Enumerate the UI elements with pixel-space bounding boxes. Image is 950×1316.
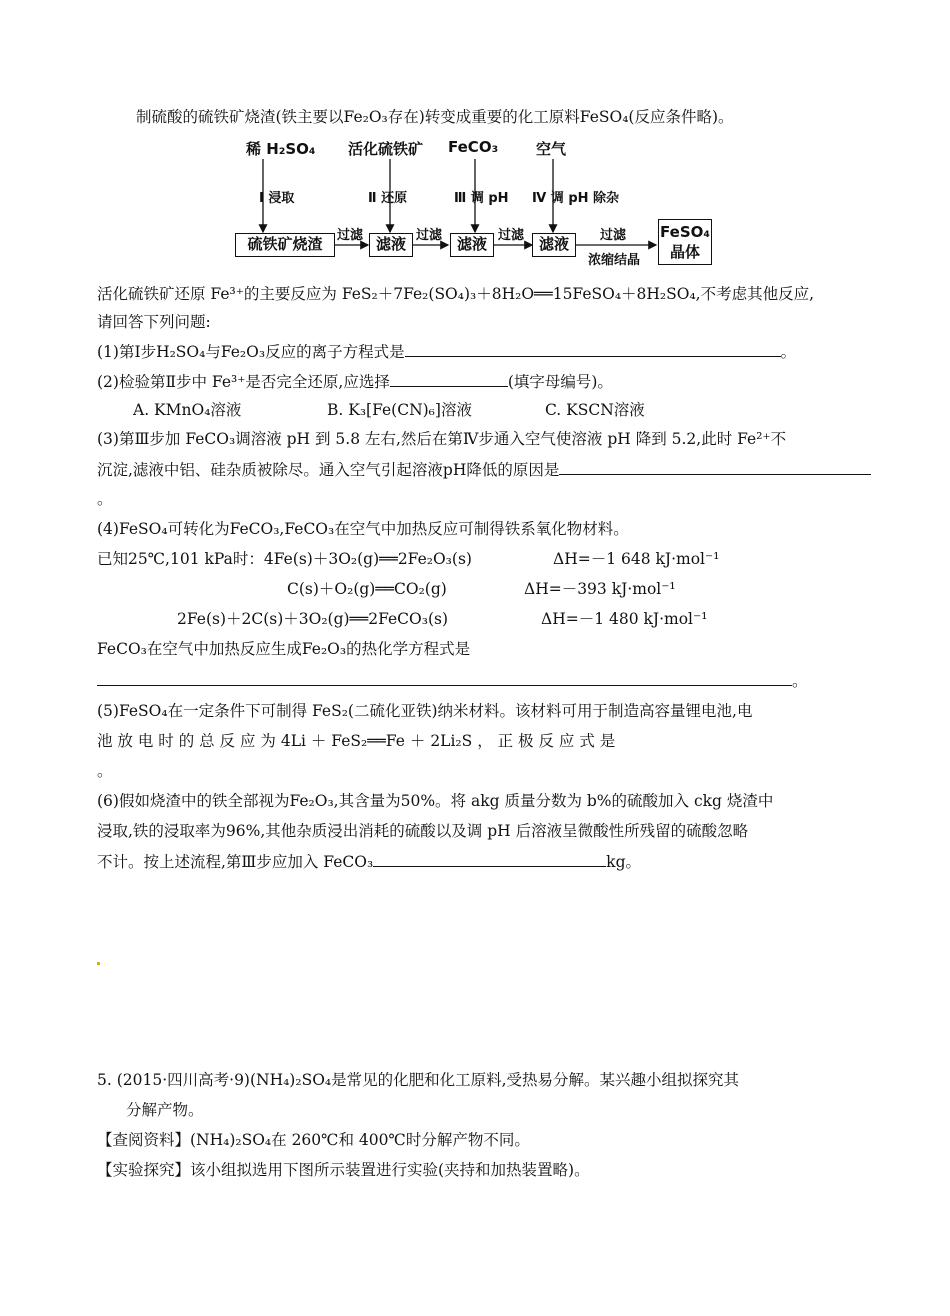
option-a: A. KMnO₄溶液 — [133, 401, 242, 419]
question-6-text: 不计。按上述流程,第Ⅲ步应加入 FeCO₃ — [97, 853, 374, 871]
problem-5-reference: 【查阅资料】(NH₄)₂SO₄在 260℃和 400℃时分解产物不同。 — [97, 1131, 530, 1149]
reagent-activated-pyrite: 活化硫铁矿 — [348, 140, 424, 158]
stray-mark — [97, 962, 100, 965]
box-filtrate-2: 滤液 — [450, 233, 494, 257]
question-1-text: (1)第Ⅰ步H₂SO₄与Fe₂O₃反应的离子方程式是 — [97, 343, 405, 361]
question-6-line-2: 浸取,铁的浸取率为96%,其他杂质浸出消耗的硫酸以及调 pH 后溶液呈微酸性所残留的硫酸忽略 — [97, 822, 749, 840]
question-1-end: 。 — [780, 343, 797, 361]
box-filtrate-3: 滤液 — [532, 233, 576, 257]
reagent-feco3: FeCO₃ — [448, 138, 499, 156]
question-4-equation-1: 已知25℃,101 kPa时：4Fe(s)＋3O₂(g)══2Fe₂O₃(s) — [97, 550, 472, 568]
step-2-reduce: Ⅱ 还原 — [368, 191, 408, 206]
question-3-answer-blank[interactable] — [559, 458, 871, 475]
question-3-text: 沉淀,滤液中铝、硅杂质被除尽。通入空气引起溶液pH降低的原因是 — [97, 461, 560, 479]
box-feso4-label: FeSO₄ — [660, 223, 710, 241]
question-4-enthalpy-1: ΔH=－1 648 kJ·mol⁻¹ — [553, 550, 720, 568]
problem-5-line-2: 分解产物。 — [126, 1101, 204, 1119]
question-3-line-2 — [97, 458, 871, 481]
question-1-answer-blank[interactable] — [405, 340, 781, 357]
question-6-line-3 — [97, 850, 641, 873]
question-1 — [97, 340, 796, 363]
question-6-end: kg。 — [606, 853, 641, 871]
arrow-filter-3: 过滤 — [498, 228, 525, 243]
arrow-filter-2: 过滤 — [416, 228, 443, 243]
arrow-concentrate-crystallize: 浓缩结晶 — [588, 253, 641, 268]
question-4-enthalpy-3: ΔH=－1 480 kJ·mol⁻¹ — [541, 610, 708, 628]
problem-5-line-1: 5. (2015·四川高考·9)(NH₄)₂SO₄是常见的化肥和化工原料,受热易分解。某兴趣小组拟探究其 — [97, 1071, 740, 1089]
answer-prompt: 请回答下列问题: — [97, 313, 211, 331]
question-4-line-1: (4)FeSO₄可转化为FeCO₃,FeCO₃在空气中加热反应可制得铁系氧化物材料。 — [97, 520, 629, 538]
option-b: B. K₃[Fe(CN)₆]溶液 — [327, 401, 472, 419]
question-4-answer-blank[interactable] — [97, 669, 792, 686]
intro-text: 制硫酸的硫铁矿烧渣(铁主要以Fe₂O₃存在)转变成重要的化工原料FeSO₄(反应条件略)。 — [136, 108, 734, 126]
box-crystal-label: 晶体 — [669, 243, 700, 261]
question-3-line-1: (3)第Ⅲ步加 FeCO₃调溶液 pH 到 5.8 左右,然后在第Ⅳ步通入空气使溶液 pH 降到 5.2,此时 Fe²⁺不 — [97, 430, 787, 448]
question-2-answer-blank[interactable] — [390, 370, 508, 387]
problem-5-experiment: 【实验探究】该小组拟选用下图所示装置进行实验(夹持和加热装置略)。 — [97, 1161, 590, 1179]
arrow-filter-1: 过滤 — [337, 228, 364, 243]
box-feso4-crystal — [658, 219, 712, 265]
question-6-line-1: (6)假如烧渣中的铁全部视为Fe₂O₃,其含量为50%。将 akg 质量分数为 b%的硫酸加入 ckg 烧渣中 — [97, 792, 774, 810]
question-4-enthalpy-2: ΔH=－393 kJ·mol⁻¹ — [524, 580, 676, 598]
question-4-answer-line — [97, 669, 808, 692]
question-4-prompt: FeCO₃在空气中加热反应生成Fe₂O₃的热化学方程式是 — [97, 640, 471, 658]
option-c: C. KSCN溶液 — [545, 401, 645, 419]
reaction-description: 活化硫铁矿还原 Fe³⁺的主要反应为 FeS₂＋7Fe₂(SO₄)₃＋8H₂O══15FeSO₄＋8H₂SO₄,不考虑其他反应, — [97, 285, 815, 303]
question-5-line-2: 池 放 电 时 的 总 反 应 为 4Li ＋ FeS₂══Fe ＋ 2Li₂S ， 正 极 反 应 式 是 — [97, 732, 616, 750]
question-6-answer-blank[interactable] — [373, 850, 606, 867]
process-flowchart — [230, 135, 730, 275]
question-5-end: 。 — [97, 762, 113, 780]
step-3-adjust-ph: Ⅲ 调 pH — [454, 191, 509, 206]
question-4-equation-3: 2Fe(s)＋2C(s)＋3O₂(g)══2FeCO₃(s) — [177, 610, 448, 628]
step-1-leach: Ⅰ 浸取 — [259, 191, 295, 206]
arrow-filter-4: 过滤 — [600, 228, 627, 243]
reagent-air: 空气 — [536, 140, 567, 158]
question-3-end: 。 — [97, 490, 113, 508]
step-4-adjust-ph-remove-impurity: Ⅳ 调 pH 除杂 — [532, 191, 620, 206]
reagent-dilute-sulfuric-acid: 稀 H₂SO₄ — [246, 140, 316, 158]
box-pyrite-cinder: 硫铁矿烧渣 — [235, 233, 335, 257]
question-2 — [97, 370, 613, 393]
question-5-line-1: (5)FeSO₄在一定条件下可制得 FeS₂(二硫化亚铁)纳米材料。该材料可用于制造高容量锂电池,电 — [97, 702, 753, 720]
question-2-text: (2)检验第Ⅱ步中 Fe³⁺是否完全还原,应选择 — [97, 373, 390, 391]
question-4-end: 。 — [792, 672, 808, 690]
box-filtrate-1: 滤液 — [369, 233, 413, 257]
question-2-end: (填字母编号)。 — [507, 373, 613, 391]
question-4-equation-2: C(s)＋O₂(g)══CO₂(g) — [287, 580, 447, 598]
